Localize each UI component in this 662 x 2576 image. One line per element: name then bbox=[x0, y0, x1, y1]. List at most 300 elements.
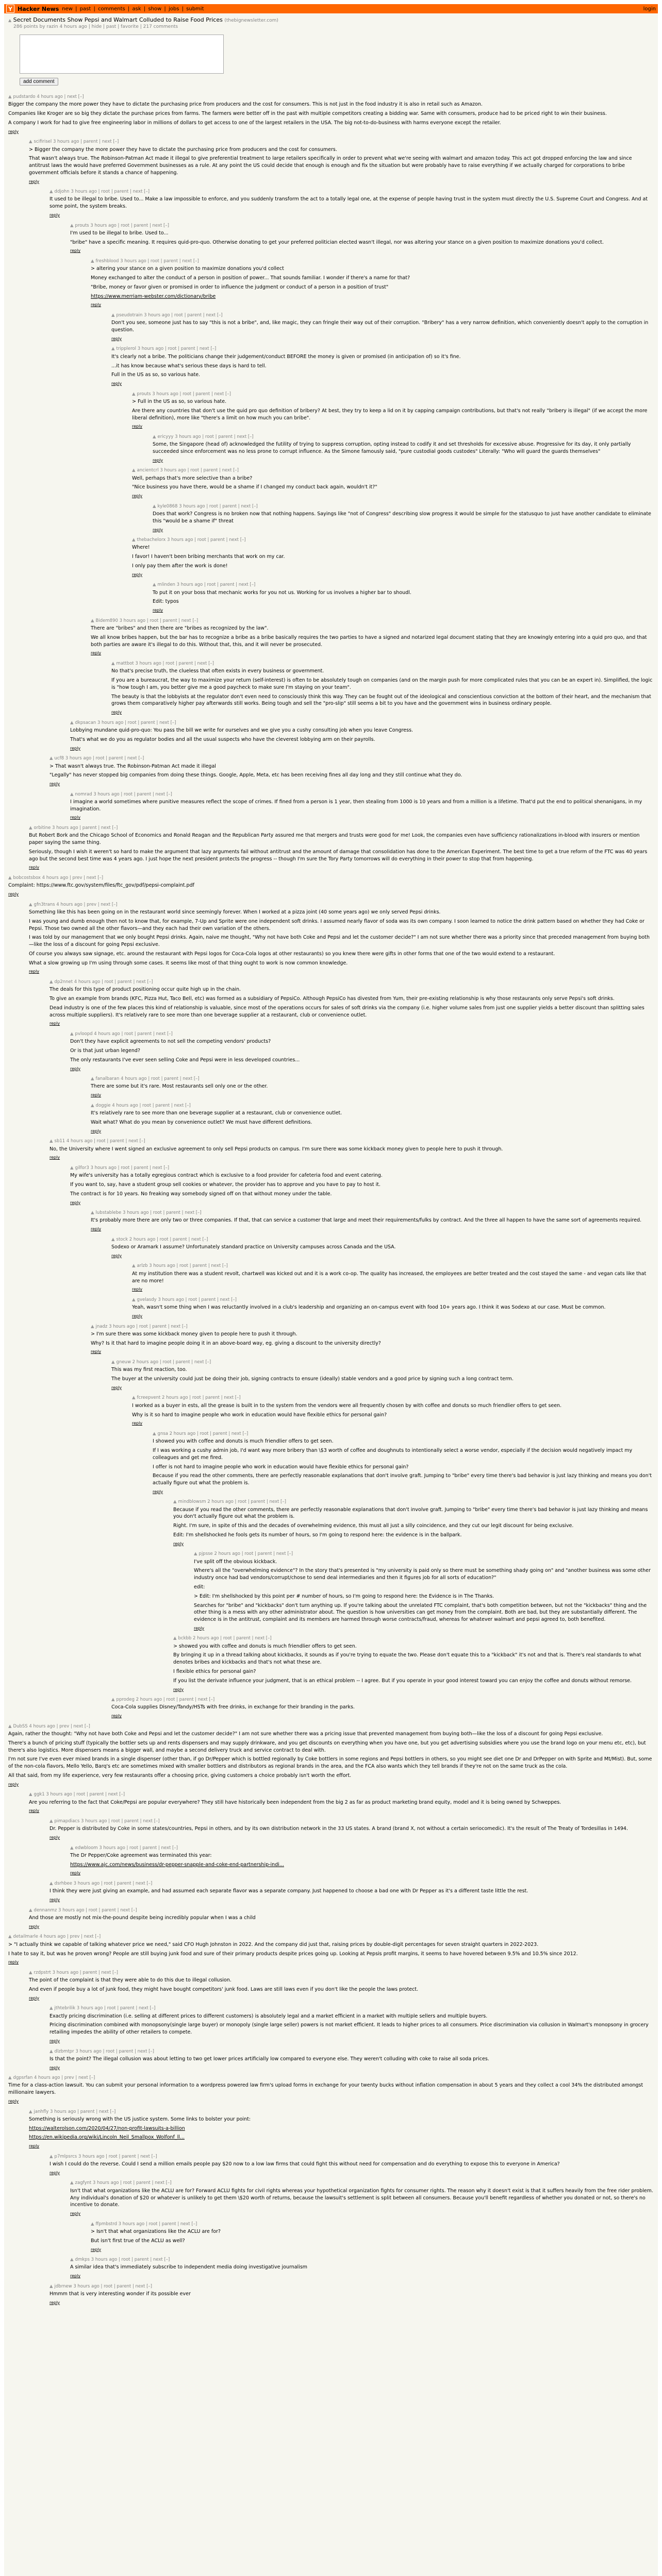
comment-upvote-icon[interactable]: ▲ bbox=[132, 1297, 136, 1302]
comment-meta-text[interactable]: orbitine 3 hours ago | parent | next [–] bbox=[34, 825, 118, 831]
comment-upvote-icon[interactable]: ▲ bbox=[29, 902, 32, 907]
comment-meta-text[interactable]: janhfly 3 hours ago | parent | next [–] bbox=[34, 2109, 116, 2114]
comment-upvote-icon[interactable]: ▲ bbox=[91, 1210, 94, 1216]
comment-text bbox=[70, 799, 654, 813]
comment-paragraph: > altering your stance on a given position to maximize donations you'd collect bbox=[91, 266, 284, 272]
comment-meta-text[interactable]: gfn3trans 4 hours ago | prev | next [–] bbox=[34, 902, 118, 907]
story-site[interactable]: (thebignewsletter.com) bbox=[224, 18, 278, 23]
comment-meta-text[interactable]: ucf8 3 hours ago | root | parent | next [–] bbox=[54, 756, 144, 761]
comment-paragraph: > That wasn't always true. The Robinson-Patman Act made it illegal bbox=[49, 763, 216, 769]
comment-upvote-icon[interactable]: ▲ bbox=[132, 1395, 136, 1401]
reply-link[interactable]: reply bbox=[49, 1835, 60, 1840]
comment-text bbox=[29, 832, 654, 862]
comment-meta bbox=[132, 467, 654, 473]
comment bbox=[49, 189, 654, 218]
comment-upvote-icon[interactable]: ▲ bbox=[8, 1934, 12, 1940]
reply-link[interactable]: reply bbox=[49, 213, 60, 218]
comment-meta-text[interactable]: pseudotrain 3 hours ago | root | parent | next [–] bbox=[116, 313, 223, 318]
comment-meta-text[interactable]: dsrhbee 3 hours ago | root | parent | next [–] bbox=[54, 1881, 153, 1887]
comment-text bbox=[49, 196, 654, 210]
reply-link[interactable]: reply bbox=[111, 1385, 122, 1390]
comment-meta-text[interactable]: gvelasdy 3 hours ago | root | parent | next [–] bbox=[137, 1297, 237, 1302]
comment-meta bbox=[8, 1723, 654, 1730]
comment-link[interactable]: https://www.merriam-webster.com/dictionary/bribe bbox=[91, 293, 216, 299]
comment-meta bbox=[111, 1236, 654, 1243]
comment-upvote-icon[interactable]: ▲ bbox=[91, 1076, 94, 1082]
reply-link[interactable]: reply bbox=[29, 865, 40, 870]
comment-upvote-icon[interactable]: ▲ bbox=[132, 468, 136, 473]
reply-link[interactable]: reply bbox=[153, 608, 163, 613]
comment-meta-text[interactable]: jthtebrilik 3 hours ago | root | parent | next [–] bbox=[54, 2006, 156, 2011]
comment-upvote-icon[interactable]: ▲ bbox=[91, 1324, 94, 1329]
comment-text bbox=[194, 1558, 654, 1623]
comment-meta-text[interactable]: dlzbmtpr 3 hours ago | root | parent | next [–] bbox=[54, 2048, 155, 2054]
comment-meta-text[interactable]: pjpsse 2 hours ago | root | parent | next [–] bbox=[198, 1551, 293, 1557]
comment bbox=[111, 1697, 654, 1719]
comment-upvote-icon[interactable]: ▲ bbox=[29, 139, 32, 145]
comment-upvote-icon[interactable]: ▲ bbox=[70, 1845, 74, 1851]
comment-meta-text[interactable]: doggie 4 hours ago | root | parent | next [–] bbox=[95, 1103, 191, 1108]
comment-meta-text[interactable]: lubstablebe 3 hours ago | root | parent | next [–] bbox=[95, 1210, 202, 1216]
comment-text bbox=[91, 1217, 654, 1224]
comment-paragraph: It's probably more there are only two or three companies. If that, that can service a customer that large and meet their requirements/fulks by contract. And the three all happen to have the same sort of agreements required. bbox=[91, 1217, 642, 1224]
comment-meta bbox=[70, 791, 654, 798]
reply-link[interactable]: reply bbox=[111, 381, 122, 386]
reply-link[interactable]: reply bbox=[70, 815, 81, 820]
comment-meta-text[interactable]: gilfor3 3 hours ago | root | parent | next [–] bbox=[75, 1165, 170, 1171]
comment-upvote-icon[interactable]: ▲ bbox=[132, 391, 136, 397]
comment-meta bbox=[194, 1551, 654, 1557]
comment-upvote-icon[interactable]: ▲ bbox=[70, 223, 74, 228]
comment-meta-text[interactable]: dgpsrfan 4 hours ago | prev | next [–] bbox=[13, 2075, 95, 2081]
comment-meta bbox=[111, 1697, 654, 1703]
comment bbox=[153, 503, 654, 533]
comment-meta-text[interactable]: ffpmbstrd 3 hours ago | root | parent | next [–] bbox=[95, 2221, 197, 2227]
reply-link[interactable]: reply bbox=[91, 1227, 102, 1232]
comment-upvote-icon[interactable]: ▲ bbox=[91, 2221, 94, 2227]
comment-meta bbox=[153, 503, 654, 510]
reply-link[interactable]: reply bbox=[111, 710, 122, 715]
reply-link[interactable]: reply bbox=[49, 2170, 60, 2175]
reply-link[interactable]: reply bbox=[70, 1200, 81, 1205]
comment-meta-text[interactable]: nomrad 3 hours ago | root | parent | next [–] bbox=[75, 791, 172, 797]
nav-link-comments[interactable]: comments bbox=[98, 6, 125, 12]
comment-paragraph: That's what we do you as regulator bodies and all the usual suspects who have the cleverest lobbying arm on their payrolls. bbox=[70, 736, 375, 742]
comment-link[interactable]: https://www.ajc.com/news/business/dr-pepper-snapple-and-coke-end-partnership-indi... bbox=[70, 1861, 284, 1868]
reply-link[interactable]: reply bbox=[194, 1625, 205, 1631]
reply-link[interactable]: reply bbox=[91, 651, 102, 656]
comment-meta-text[interactable]: arlzb 3 hours ago | root | parent | next [–] bbox=[137, 1263, 228, 1269]
comment-meta-text[interactable]: scifirisel 3 hours ago | parent | next [–] bbox=[34, 139, 119, 145]
reply-link[interactable]: reply bbox=[111, 336, 122, 341]
comment bbox=[8, 1934, 654, 1965]
comment bbox=[70, 791, 654, 821]
reply-link[interactable]: reply bbox=[8, 129, 19, 134]
comment-paragraph: It's relatively rare to see more than one beverage supplier at a restaurant, club or convenience outlet. bbox=[91, 1110, 342, 1116]
comment-upvote-icon[interactable]: ▲ bbox=[49, 1818, 53, 1824]
comment-upvote-icon[interactable]: ▲ bbox=[29, 2109, 32, 2114]
comment-meta-text[interactable]: dp2nnet 4 hours ago | root | parent | next [–] bbox=[54, 979, 153, 985]
comment-upvote-icon[interactable]: ▲ bbox=[49, 1139, 53, 1144]
comment-meta-text[interactable]: edwbloom 3 hours ago | root | parent | next [–] bbox=[75, 1845, 178, 1851]
story-subtext: 286 points by razin 4 hours ago | hide | past | favorite | 217 comments bbox=[13, 24, 178, 29]
comment-meta bbox=[49, 2283, 654, 2290]
comment-textarea[interactable] bbox=[20, 35, 224, 74]
nav-link-submit[interactable]: submit bbox=[186, 6, 204, 12]
comment-meta bbox=[153, 1431, 654, 1437]
nav-separator: | bbox=[92, 6, 97, 12]
comment-meta-text[interactable]: ancientcrl 3 hours ago | root | parent | next [–] bbox=[137, 468, 239, 473]
reply-link[interactable]: reply bbox=[70, 248, 81, 253]
comment-upvote-icon[interactable]: ▲ bbox=[111, 661, 115, 667]
comment-meta-text[interactable]: ggk1 3 hours ago | root | parent | next [–] bbox=[34, 1792, 125, 1798]
comment bbox=[132, 537, 654, 578]
comment-upvote-icon[interactable]: ▲ bbox=[153, 1431, 156, 1436]
comment-paragraph: Is that the point? The illegal collusion was about letting to two get lower prices artificially low compared to everyone else. They weren't colluding with coke to raise all soda prices. bbox=[49, 2056, 489, 2062]
comment-paragraph: ...it has know because what's serious these days is hard to tell. bbox=[111, 363, 267, 369]
comment-text bbox=[70, 1038, 654, 1063]
reply-link[interactable]: reply bbox=[173, 1687, 184, 1692]
comment-thread bbox=[8, 94, 654, 2306]
comment-upvote-icon[interactable]: ▲ bbox=[49, 2006, 53, 2011]
comment bbox=[49, 2283, 654, 2306]
y-logo-icon[interactable]: Y bbox=[6, 5, 14, 13]
comment-text bbox=[173, 1506, 654, 1539]
comment-upvote-icon[interactable]: ▲ bbox=[29, 1970, 32, 1975]
comment-paragraph: I've split off the obvious kickback. bbox=[194, 1558, 277, 1565]
comment-paragraph: Something is seriously wrong with the US justice system. Some links to bolster your point: bbox=[29, 2116, 251, 2122]
comment-meta bbox=[153, 434, 654, 440]
reply-link[interactable]: reply bbox=[8, 2099, 19, 2104]
comment-paragraph: I'm not sure I've even ever mixed brands in a single dispenser (other than, if go Dr/Pepper which is bottled regionally by Coke bottlers in some regions and Pepsi bottlers in others, so you might see diet one Dr and DrPepper on with Sprite and Mt/Mist). But, some of the non-cola flavors, Mello Yello, Barq's etc are sometimes mixed with smaller bottlers and distributors as regional brands in the area, and the FCA also wants which they tell brands if they're not on the same truck as the cola. bbox=[8, 1756, 652, 1770]
comment-meta-text[interactable]: ddjohn 3 hours ago | root | parent | next [–] bbox=[54, 189, 150, 195]
comment-upvote-icon[interactable]: ▲ bbox=[29, 1907, 32, 1913]
comment-upvote-icon[interactable]: ▲ bbox=[153, 582, 156, 588]
reply-link[interactable]: reply bbox=[70, 2274, 81, 2279]
comment-upvote-icon[interactable]: ▲ bbox=[70, 2257, 74, 2263]
comment-paragraph: "Nice business you have there, would be a shame if I changed my conduct back again, wouldn't it?" bbox=[132, 484, 377, 490]
comment-text bbox=[132, 475, 654, 492]
comment-upvote-icon[interactable]: ▲ bbox=[153, 434, 156, 439]
comment-meta bbox=[70, 223, 654, 229]
reply-link[interactable]: reply bbox=[29, 969, 40, 974]
comment-meta-text[interactable]: p7mlpsrcs 3 hours ago | root | parent | next [–] bbox=[54, 2154, 157, 2159]
comment-text bbox=[49, 1825, 654, 1833]
comment-meta-text[interactable]: jdbrnew 3 hours ago | root | parent | next [–] bbox=[54, 2283, 152, 2289]
reply-link[interactable]: reply bbox=[8, 1782, 19, 1787]
comment-text bbox=[49, 986, 654, 1019]
nav-link-jobs[interactable]: jobs bbox=[168, 6, 179, 12]
comment-text bbox=[111, 1704, 654, 1711]
reply-link[interactable]: reply bbox=[49, 2038, 60, 2043]
reply-link[interactable]: reply bbox=[91, 1093, 102, 1098]
comment-meta-text[interactable]: ericyyy 3 hours ago | root | parent | next [–] bbox=[157, 434, 254, 439]
comment bbox=[29, 1970, 654, 2001]
comment-meta-text[interactable]: DubSS 4 hours ago | prev | next [–] bbox=[13, 1723, 90, 1729]
comment-paragraph: Where! bbox=[132, 545, 150, 551]
comment-upvote-icon[interactable]: ▲ bbox=[153, 503, 156, 509]
comment-meta-text[interactable]: Bidem890 3 hours ago | root | parent | next [–] bbox=[95, 618, 198, 623]
comment-paragraph: If you are a bureaucrat, the way to maximize your return (self-interest) is often to be absolutely tough on companies (and on the margin push for more complicated rules that you can be an expert in). Simplified, the logic is "how tough I am, you better give me a good paycheck to make sure I'm staying on your team". bbox=[111, 677, 653, 690]
comment-meta-text[interactable]: jnadz 3 hours ago | root | parent | next [–] bbox=[95, 1324, 188, 1329]
comment-upvote-icon[interactable]: ▲ bbox=[111, 1697, 115, 1703]
comment-meta-text[interactable]: detailmarle 4 hours ago | prev | next [–] bbox=[13, 1934, 101, 1940]
comment-paragraph: I imagine a world sometimes where punitive measures reflect the scope of crimes. If fined from a person is 1 year, then stealing from 1000 is 10 years and from a million is a lifetime. That'd put the end to political shenanigans, in my imagination. bbox=[70, 799, 642, 812]
nav-link-show[interactable]: show bbox=[148, 6, 162, 12]
comment bbox=[132, 1395, 654, 1426]
comment-text bbox=[91, 1083, 654, 1090]
nav-link-past[interactable]: past bbox=[79, 6, 91, 12]
comment-upvote-icon[interactable]: ▲ bbox=[91, 1103, 94, 1108]
reply-link[interactable]: reply bbox=[173, 1541, 184, 1546]
reply-link[interactable]: reply bbox=[49, 2065, 60, 2070]
comment-paragraph: If you want to, say, have a student group sell cookies or whatever, the provider has to approve and you have to pay to host it. bbox=[70, 1182, 381, 1188]
comment-meta-text[interactable]: fcreepvent 2 hours ago | root | parent | next [–] bbox=[137, 1395, 241, 1401]
comment-upvote-icon[interactable]: ▲ bbox=[29, 825, 32, 831]
comment-upvote-icon[interactable]: ▲ bbox=[111, 1236, 115, 1242]
reply-link[interactable]: reply bbox=[29, 1924, 40, 1929]
nav-separator: | bbox=[126, 6, 131, 12]
comment-meta-text[interactable]: bobcostsbox 4 hours ago | prev | next [–] bbox=[13, 875, 104, 881]
reply-link[interactable]: reply bbox=[29, 179, 40, 184]
reply-link[interactable]: reply bbox=[91, 1128, 102, 1133]
comment-meta-text[interactable]: prouts 3 hours ago | root | parent | next [–] bbox=[75, 223, 169, 228]
comment-text bbox=[91, 265, 654, 300]
comment-text bbox=[29, 146, 654, 177]
comment bbox=[132, 467, 654, 499]
header-bar bbox=[4, 4, 658, 13]
comment-meta-text[interactable]: stock 2 hours ago | root | parent | next [–] bbox=[116, 1236, 208, 1242]
comment-meta-text[interactable]: pudstardo 4 hours ago | next [–] bbox=[13, 94, 84, 99]
comment-upvote-icon[interactable]: ▲ bbox=[49, 1881, 53, 1887]
comment-paragraph: A similar idea that's immediately subscribe to independent media doing investigative journalism bbox=[70, 2264, 308, 2270]
comment-meta bbox=[132, 1297, 654, 1303]
reply-link[interactable]: reply bbox=[29, 2144, 40, 2149]
comment-paragraph: Hmmm that is very interesting wonder if its possible ever bbox=[49, 2291, 191, 2297]
reply-link[interactable]: reply bbox=[29, 1808, 40, 1814]
comment-meta-text[interactable]: freshblood 3 hours ago | root | parent | next [–] bbox=[95, 259, 199, 264]
comment-meta-text[interactable]: gnsa 2 hours ago | root | parent | next [–] bbox=[157, 1431, 249, 1436]
comment-link[interactable]: https://en.wikipedia.org/wiki/Lincoln_Neil_Smallpox_Wolfonf_ll... bbox=[29, 2134, 185, 2141]
comment-paragraph: I worked as a buyer in ests, all the grease is built in to the system from the vendors were all frequently chosen by with coffee and donuts so much friendlier offers to get seen. bbox=[132, 1402, 562, 1409]
reply-link[interactable]: reply bbox=[153, 457, 163, 463]
comment bbox=[173, 1499, 654, 1547]
comment-text bbox=[111, 1366, 654, 1383]
comment-paragraph: The Dr Pepper/Coke agreement was terminated this year: bbox=[70, 1852, 212, 1858]
comment-meta-text[interactable]: pimapdiacs 3 hours ago | root | parent | next [–] bbox=[54, 1818, 160, 1824]
comment-upvote-icon[interactable]: ▲ bbox=[8, 1723, 12, 1729]
comment-link[interactable]: https://walterolson.com/2020/04/27/non-profit-lawsuits-a-billion bbox=[29, 2125, 185, 2131]
comment-upvote-icon[interactable]: ▲ bbox=[70, 2180, 74, 2186]
reply-link[interactable]: reply bbox=[8, 892, 19, 897]
comment-meta bbox=[91, 618, 654, 624]
comment-text bbox=[132, 544, 654, 569]
comment-upvote-icon[interactable]: ▲ bbox=[8, 875, 12, 881]
comment-upvote-icon[interactable]: ▲ bbox=[8, 94, 12, 99]
add-comment-button[interactable]: add comment bbox=[20, 78, 58, 86]
reply-link[interactable]: reply bbox=[111, 1253, 122, 1258]
comment-paragraph: > Isn't that what organizations like the ACLU are for? bbox=[91, 2229, 221, 2234]
comment-meta-text[interactable]: dkpsacan 3 hours ago | root | parent | next [–] bbox=[75, 720, 176, 725]
comment-paragraph: Yeah, wasn't some thing when I was reluctantly involved in a club's leadership and organizing an on-campus event with food 10+ years ago. I think it was Sodexo at our case. Must be common. bbox=[132, 1304, 606, 1311]
comment-meta-text[interactable]: pprodeg 2 hours ago | root | parent | next [–] bbox=[116, 1697, 215, 1703]
comment-upvote-icon[interactable]: ▲ bbox=[29, 1792, 32, 1798]
reply-link[interactable]: reply bbox=[132, 424, 143, 429]
nav-separator: | bbox=[73, 6, 79, 12]
comment-paragraph: Edit: typos bbox=[153, 599, 179, 605]
comment-meta-text[interactable]: sb11 4 hours ago | root | parent | next [–] bbox=[54, 1139, 145, 1144]
upvote-arrow-icon[interactable]: ▲ bbox=[8, 18, 12, 23]
comment-paragraph: Because if you read the other comments, there are perfectly reasonable explanations that don't involve graft. Jumping to "bribe" every time there's bad behavior is just lazy thinking and means you don't actually figure out what the problem is. bbox=[153, 1473, 652, 1486]
comment-meta-text[interactable]: kyle0868 3 hours ago | root | parent | next [–] bbox=[157, 503, 258, 509]
comment-meta-text[interactable]: rzdpstrt 3 hours ago | parent | next [–] bbox=[34, 1970, 118, 1975]
comment-upvote-icon[interactable]: ▲ bbox=[70, 1031, 74, 1037]
comment bbox=[91, 1324, 654, 1355]
comment-paragraph: Edit: I'm shellshocked he fools gets its number of hours, so I'm going to respond here: the evidence is in the ballpark. bbox=[173, 1532, 462, 1538]
comment-upvote-icon[interactable]: ▲ bbox=[111, 1360, 115, 1365]
comment-paragraph: It's clearly not a bribe. The politicians change their judgement/conduct BEFORE the money is given or promised (in anticipation of) so it's fine. bbox=[111, 353, 461, 360]
comment bbox=[49, 2005, 654, 2044]
comment-meta-text[interactable]: tripplerol 3 hours ago | root | parent | next [–] bbox=[116, 346, 217, 352]
comment-paragraph: That wasn't always true. The Robinson-Patman Act made it illegal to give preferential treatment to large retailers specifically in order to prevent what we're seeing with walmart and amazon today. This act got dropped enforcing the law and since antitrust laws the would have preferred Government businesses as a rule. At any point the US could decide that enough is enough and fix the situation but were probably have to raise everything if we actually charged for corporations to bribe government officials before it stands a chance of happening. bbox=[29, 156, 632, 176]
comment-meta bbox=[70, 1845, 654, 1851]
comment-upvote-icon[interactable]: ▲ bbox=[70, 1165, 74, 1171]
comment-upvote-icon[interactable]: ▲ bbox=[173, 1636, 177, 1641]
reply-link[interactable]: reply bbox=[132, 1421, 143, 1426]
comment-meta bbox=[91, 1103, 654, 1109]
comment-paragraph: > I'm sure there was some kickback money given to people here to push it through. bbox=[91, 1331, 297, 1337]
comment bbox=[153, 434, 654, 463]
comment-upvote-icon[interactable]: ▲ bbox=[70, 720, 74, 725]
comment bbox=[70, 720, 654, 751]
comment-upvote-icon[interactable]: ▲ bbox=[111, 346, 115, 352]
comment-upvote-icon[interactable]: ▲ bbox=[91, 259, 94, 264]
comment-upvote-icon[interactable]: ▲ bbox=[49, 2283, 53, 2289]
story-title[interactable]: Secret Documents Show Pepsi and Walmart Colluded to Raise Food Prices bbox=[13, 16, 223, 23]
comment-meta-text[interactable]: fanalbaran 4 hours ago | root | parent | next [–] bbox=[95, 1076, 200, 1082]
comment-meta bbox=[29, 1907, 654, 1913]
comment-paragraph: This was my first reaction, too. bbox=[111, 1367, 187, 1373]
comment-upvote-icon[interactable]: ▲ bbox=[111, 313, 115, 318]
reply-link[interactable]: reply bbox=[91, 302, 102, 308]
comment-text bbox=[29, 2116, 654, 2141]
comment-meta-text[interactable]: prouts 3 hours ago | root | parent | next [–] bbox=[137, 391, 231, 397]
reply-link[interactable]: reply bbox=[70, 745, 81, 751]
comment-upvote-icon[interactable]: ▲ bbox=[91, 618, 94, 623]
comment-text bbox=[49, 2161, 654, 2168]
comment bbox=[29, 902, 654, 975]
reply-link[interactable]: reply bbox=[70, 2211, 81, 2216]
comment-paragraph: The beauty is that the lobbyists at the regulator don't even need to consciously think this way. They can be fought out of the ideological and conscientious conviction at the bottom of their heart, and the mechanism that grows them comparatively higher pay afterwards still works. Being tough and sell the "pro-slip" still seems a bit to you have and the government wins in business ordinary people. bbox=[111, 693, 651, 707]
comment bbox=[91, 618, 654, 656]
nav-link-ask[interactable]: ask bbox=[132, 6, 141, 12]
comment-upvote-icon[interactable]: ▲ bbox=[49, 756, 53, 761]
comment-upvote-icon[interactable]: ▲ bbox=[49, 2048, 53, 2054]
comment-paragraph: I favor! I haven't been bribing merchants that work on my car. bbox=[132, 554, 285, 560]
reply-link[interactable]: reply bbox=[91, 1349, 102, 1354]
page bbox=[4, 4, 658, 2576]
comment-meta-text[interactable]: dmkps 3 hours ago | root | parent | next [–] bbox=[75, 2257, 170, 2263]
comment-paragraph: If I was working a cushy admin job, I'd want way more bribery than \$3 worth of coffee and doughnuts to intentionally select a worse vendor, especially if the decision would negatively impact my colleagues and get me fired. bbox=[153, 1447, 633, 1461]
comment-upvote-icon[interactable]: ▲ bbox=[173, 1499, 177, 1505]
comment-upvote-icon[interactable]: ▲ bbox=[49, 979, 53, 985]
nav-separator: | bbox=[142, 6, 147, 12]
comment-upvote-icon[interactable]: ▲ bbox=[132, 537, 136, 543]
comment-paragraph: Companies like Kroger are so big they dictate the purchase prices from farms. The farmers were better off in the past with multiple competitors creating a bidding war. Same with consumers, produce had to be priced right to win their business. bbox=[8, 111, 607, 117]
reply-link[interactable]: reply bbox=[153, 527, 163, 532]
reply-link[interactable]: reply bbox=[49, 782, 60, 787]
comment-meta-text[interactable]: dennanmz 3 hours ago | root | parent | next [–] bbox=[34, 1907, 137, 1913]
comment bbox=[132, 1297, 654, 1319]
comment-meta-text[interactable]: gneuw 2 hours ago | root | parent | next [–] bbox=[116, 1360, 211, 1365]
reply-link[interactable]: reply bbox=[111, 1714, 122, 1719]
comment-paragraph: All that said, from my life experience, very few restaurants offer a choosing price, giving customers a choice probably isn't worth the effort. bbox=[8, 1772, 352, 1778]
comment-paragraph: Well, perhaps that's more selective than a bribe? bbox=[132, 475, 253, 481]
reply-link[interactable]: reply bbox=[132, 572, 143, 577]
comment bbox=[49, 2048, 654, 2071]
comment-paragraph: We all know bribes happen, but the bar has to recognize a bribe as a bribe basically requires the two parties to have a signed and notarized legal document stating that they are knowingly entering into a quid pro quo, and that both parties are aware it's illegal to do this. Without that, this, and it will never be prosecuted. bbox=[91, 634, 647, 648]
comment-meta-text[interactable]: zagfynt 3 hours ago | root | parent | next [–] bbox=[75, 2180, 172, 2186]
comment-paragraph: I hate to say it, but was he proven wrong? People are still buying junk food and sure of their primary products despite prices going up. Looking at Pepsis profit margins, it seems to have hovered between 9.5% and 10.5% since 2012. bbox=[8, 1951, 578, 1957]
site-name[interactable]: Hacker News bbox=[18, 5, 59, 12]
comment-meta-text[interactable]: bckbb 2 hours ago | root | parent | next [–] bbox=[178, 1636, 272, 1641]
comment-upvote-icon[interactable]: ▲ bbox=[132, 1263, 136, 1269]
comment-meta-text[interactable]: mattbot 3 hours ago | root | parent | next [–] bbox=[116, 661, 214, 667]
reply-link[interactable]: reply bbox=[132, 494, 143, 499]
reply-link[interactable]: reply bbox=[70, 1871, 81, 1876]
comment-upvote-icon[interactable]: ▲ bbox=[49, 2154, 53, 2159]
comment-paragraph: I think they were just giving an example, and had assumed each separate flavor was a separate company. Just happened to choose a bad one with Dr Pepper as it's a different taste little the rest. bbox=[49, 1888, 528, 1894]
comment bbox=[111, 312, 654, 342]
reply-link[interactable]: reply bbox=[70, 1066, 81, 1071]
comment-meta-text[interactable]: mlinden 3 hours ago | root | parent | next [–] bbox=[157, 582, 256, 588]
comment-meta bbox=[70, 2180, 654, 2186]
comment-meta bbox=[29, 1791, 654, 1798]
comment-upvote-icon[interactable]: ▲ bbox=[194, 1551, 197, 1557]
reply-link[interactable]: reply bbox=[132, 1287, 143, 1292]
comment bbox=[91, 1210, 654, 1232]
comment-meta bbox=[49, 1818, 654, 1824]
comment-meta bbox=[8, 1934, 654, 1940]
reply-link[interactable]: reply bbox=[49, 2300, 60, 2305]
comment-upvote-icon[interactable]: ▲ bbox=[8, 2075, 12, 2081]
comment-meta-text[interactable]: thebachelorx 3 hours ago | root | parent | next [–] bbox=[137, 537, 246, 543]
reply-link[interactable]: reply bbox=[132, 1313, 143, 1318]
comment-upvote-icon[interactable]: ▲ bbox=[49, 189, 53, 195]
reply-link[interactable]: reply bbox=[49, 1155, 60, 1160]
reply-link[interactable]: reply bbox=[49, 1897, 60, 1903]
comment-paragraph: And those are mostly not mix-the-pound despite being incredibly popular when I was a child bbox=[29, 1915, 256, 1921]
comment bbox=[70, 1845, 654, 1876]
comment-paragraph: Lobbying mundane quid-pro-quo: You pass the bill we write for ourselves and we give you a cushy consulting job when you leave Congress. bbox=[70, 727, 413, 734]
comment-upvote-icon[interactable]: ▲ bbox=[70, 791, 74, 797]
login-link[interactable]: login bbox=[643, 6, 656, 12]
comment-meta-text[interactable]: pvloopd 4 hours ago | root | parent | next [–] bbox=[75, 1031, 173, 1037]
reply-link[interactable]: reply bbox=[91, 2247, 102, 2252]
comment-meta bbox=[49, 755, 654, 761]
comment-text bbox=[29, 1977, 654, 1993]
reply-link[interactable]: reply bbox=[153, 1489, 163, 1494]
reply-link[interactable]: reply bbox=[29, 1995, 40, 2001]
comment-meta-text[interactable]: mindblowsm 2 hours ago | root | parent | next [–] bbox=[178, 1499, 286, 1505]
reply-link[interactable]: reply bbox=[8, 1960, 19, 1965]
reply-link[interactable]: reply bbox=[49, 1021, 60, 1026]
comment-paragraph: A company I work for had to give free engineering labor in millions of dollars to get access to one of the largest retailers in the USA. The big not-to-do-business with harms everyone except the retailer. bbox=[8, 120, 501, 126]
nav-link-new[interactable]: new bbox=[62, 6, 73, 12]
comment-text bbox=[70, 1852, 654, 1869]
comment-text bbox=[91, 2228, 654, 2245]
comment-paragraph: What a slow growing up I'm using through some cases. It seems like most of that thing ought to work is now common knowledge. bbox=[29, 960, 348, 966]
